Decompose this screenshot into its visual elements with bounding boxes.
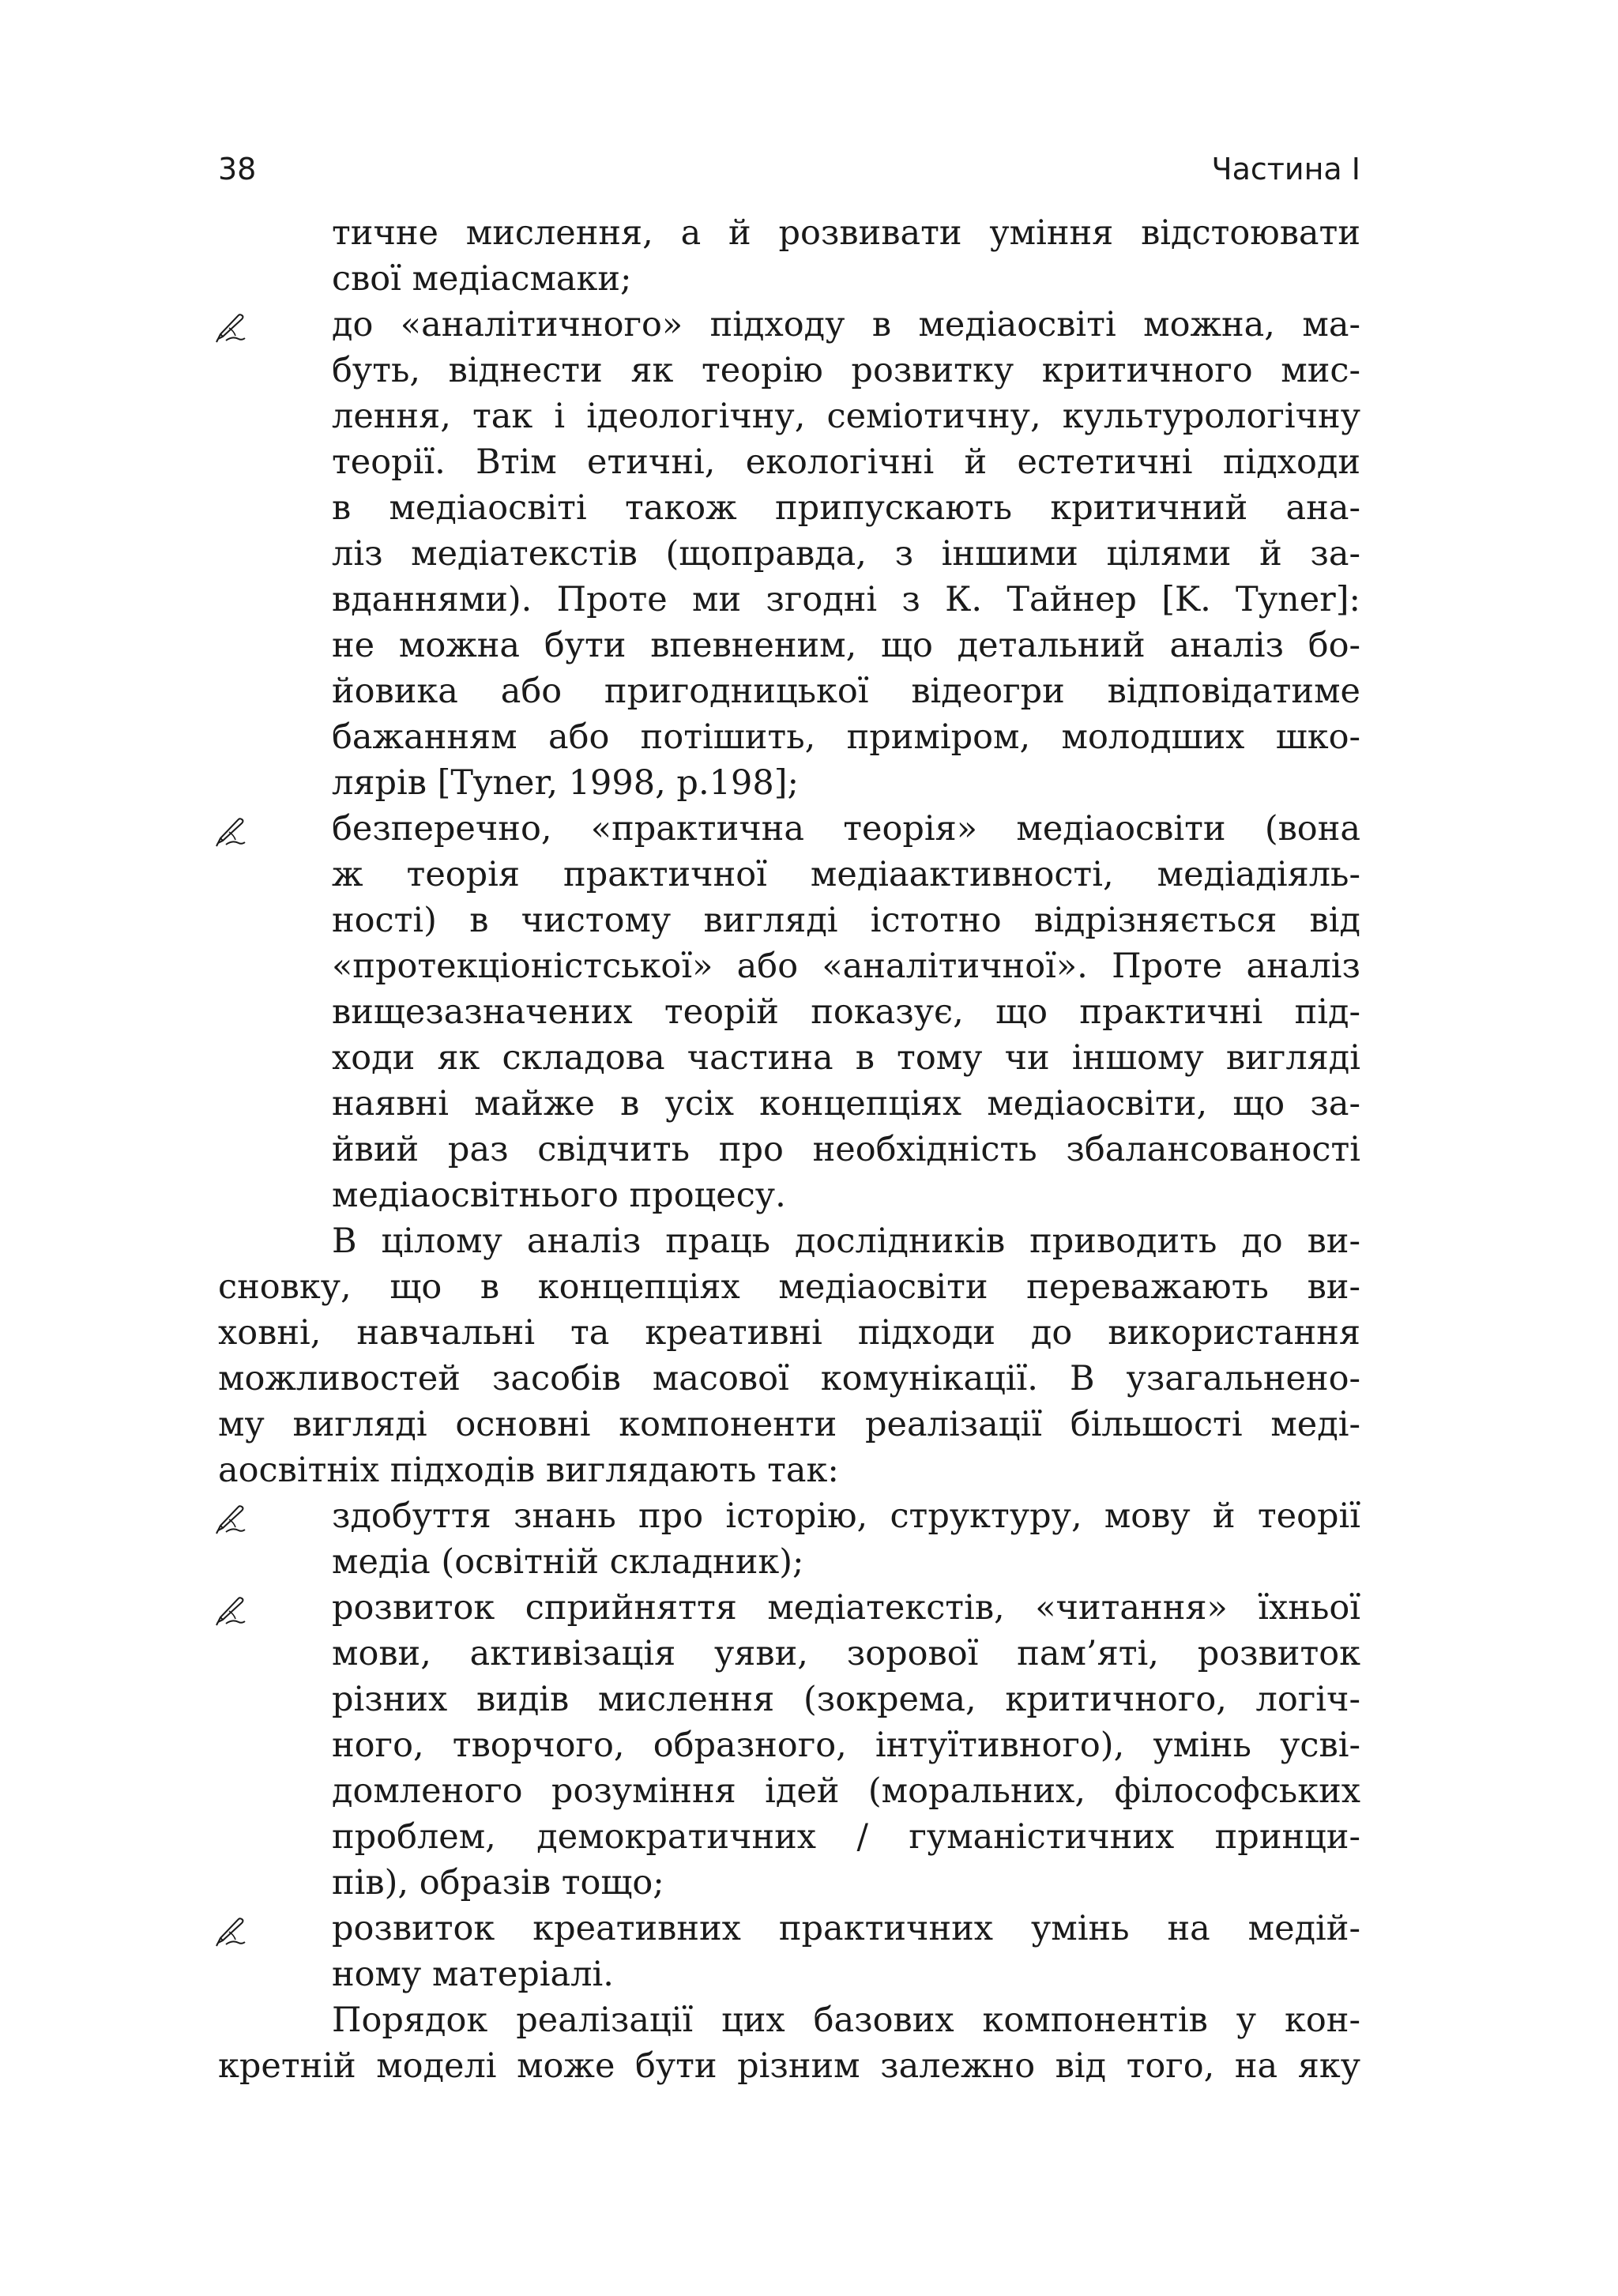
text-line: ж теорія практичної медіаактивності, медіадіяль-	[332, 855, 1360, 894]
bullet-item	[218, 302, 1360, 806]
text-line: медіаосвітнього процесу.	[332, 1176, 786, 1215]
text-line: різних видів мислення (зокрема, критичного, логіч-	[332, 1680, 1360, 1719]
text-line: ності) в чистому вигляді істотно відрізняється від	[332, 901, 1360, 940]
paragraph	[218, 1997, 1360, 2089]
text-line: Порядок реалізації цих базових компонентів у кон-	[332, 2001, 1360, 2040]
text-line: безперечно, «практична теорія» медіаосвіти (вона	[332, 809, 1360, 849]
text-line: проблем, демократичних / гуманістичних принци-	[332, 1817, 1360, 1857]
text-line: не можна бути впевненим, що детальний аналіз бо-	[332, 626, 1360, 665]
text-line: ліз медіатекстів (щоправда, з іншими цілями й за-	[332, 534, 1360, 574]
text-line: до «аналітичного» підходу в медіаосвіті можна, ма-	[332, 305, 1360, 344]
text-line: ного, творчого, образного, інтуїтивного), умінь усві-	[332, 1726, 1360, 1765]
text-line: вданнями). Проте ми згодні з К. Тайнер [K. Tyner]:	[332, 580, 1360, 619]
text-line: пів), образів тощо;	[332, 1863, 664, 1903]
text-line: «протекціоністської» або «аналітичної». Проте аналіз	[332, 947, 1360, 986]
text-line: розвиток сприйняття медіатекстів, «читання» їхньої	[332, 1588, 1360, 1628]
text-line: наявні майже в усіх концепціях медіаосвіти, що за-	[332, 1084, 1360, 1124]
writing-hand-icon	[215, 1593, 248, 1624]
text-line: му вигляді основні компоненти реалізації більшості меді-	[218, 1405, 1360, 1444]
text-line: тичне мислення, а й розвивати уміння відстоювати	[332, 213, 1360, 253]
text-line: ному матеріалі.	[332, 1955, 614, 1994]
text-line: ходи як складова частина в тому чи іншому вигляді	[332, 1038, 1360, 1078]
text-line: сновку, що в концепціях медіаосвіти переважають ви-	[218, 1267, 1360, 1307]
bullet-item	[218, 1493, 1360, 1585]
body-text	[218, 210, 1360, 2089]
text-line: домленого розуміння ідей (моральних, філософських	[332, 1771, 1360, 1811]
bullet-item	[218, 1906, 1360, 1997]
page-number: 38	[218, 152, 257, 186]
text-line: в медіаосвіті також припускають критичний ана-	[332, 488, 1360, 528]
text-line: теорії. Втім етичні, екологічні й естетичні підходи	[332, 442, 1360, 482]
text-line: вищезазначених теорій показує, що практичні під-	[332, 992, 1360, 1032]
text-line: медіа (освітній складник);	[332, 1542, 804, 1582]
text-line: кретній моделі може бути різним залежно від того, на яку	[218, 2046, 1360, 2086]
writing-hand-icon	[215, 1914, 248, 1945]
text-line: йовика або пригодницької відеогри відповідатиме	[332, 672, 1360, 711]
text-line: ховні, навчальні та креативні підходи до використання	[218, 1313, 1360, 1353]
running-head: Частина І	[1211, 152, 1360, 186]
bullet-item	[218, 1585, 1360, 1906]
text-line: можливостей засобів масової комунікації. В узагальнено-	[218, 1359, 1360, 1398]
writing-hand-icon	[215, 814, 248, 845]
text-line: свої медіасмаки;	[332, 259, 632, 299]
text-line: розвиток креативних практичних умінь на медій-	[332, 1909, 1360, 1948]
text-line: лярів [Tyner, 1998, p.198];	[332, 763, 799, 803]
text-line: буть, віднести як теорію розвитку критичного мис-	[332, 351, 1360, 390]
text-line: бажанням або потішить, приміром, молодших шко-	[332, 717, 1360, 757]
text-line: йвий раз свідчить про необхідність збалансованості	[332, 1130, 1360, 1169]
writing-hand-icon	[215, 1501, 248, 1533]
text-continuation	[218, 210, 1360, 302]
text-line: мови, активізація уяви, зорової пам’яті, розвиток	[332, 1634, 1360, 1673]
text-line: лення, так і ідеологічну, семіотичну, культурологічну	[332, 397, 1360, 436]
paragraph	[218, 1218, 1360, 1493]
page-header	[218, 142, 1360, 198]
bullet-item	[218, 806, 1360, 1218]
text-line: В цілому аналіз праць дослідників приводить до ви-	[332, 1221, 1360, 1261]
text-line: аосвітніх підходів виглядають так:	[218, 1451, 839, 1490]
text-line: здобуття знань про історію, структуру, мову й теорії	[332, 1496, 1360, 1536]
writing-hand-icon	[215, 310, 248, 341]
